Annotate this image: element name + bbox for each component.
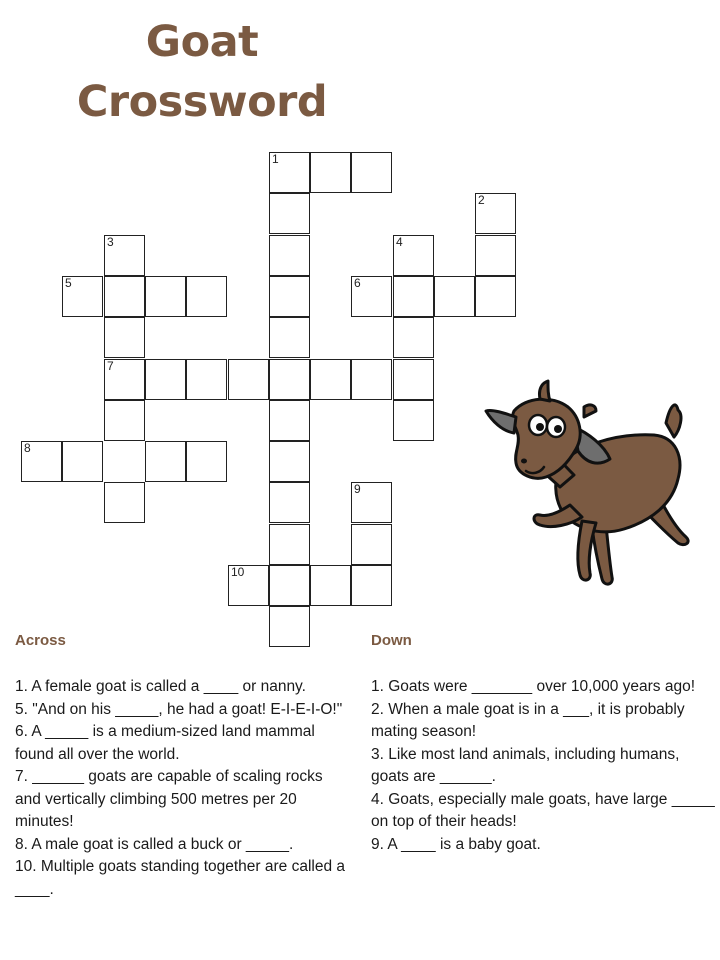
clue-number: 2 [478, 193, 485, 207]
clue-number: 3 [107, 235, 114, 249]
grid-cell[interactable] [393, 400, 434, 441]
grid-cell[interactable] [269, 606, 310, 647]
across-heading: Across [15, 632, 66, 649]
clue-down-3: 3. Like most land animals, including humans, goats are ______. [371, 745, 680, 785]
grid-cell[interactable] [269, 524, 310, 565]
grid-cell[interactable] [269, 235, 310, 276]
grid-cell[interactable] [310, 152, 351, 193]
grid-cell[interactable] [104, 235, 145, 276]
grid-cell[interactable] [269, 359, 310, 400]
grid-cell[interactable] [269, 400, 310, 441]
grid-cell[interactable] [62, 441, 103, 482]
grid-cell[interactable] [104, 400, 145, 441]
down-heading: Down [371, 632, 412, 649]
down-clues [371, 676, 716, 856]
clue-number: 5 [65, 276, 72, 290]
grid-cell[interactable] [269, 152, 310, 193]
clue-number: 7 [107, 359, 114, 373]
grid-cell[interactable] [62, 276, 103, 317]
grid-cell[interactable] [269, 565, 310, 606]
grid-cell[interactable] [104, 482, 145, 523]
across-clues [15, 676, 350, 901]
clue-down-4: 4. Goats, especially male goats, have large _____ on top of their heads! [371, 790, 715, 830]
clue-number: 1 [272, 152, 279, 166]
grid-cell[interactable] [145, 276, 186, 317]
clue-across-7: 7. ______ goats are capable of scaling rocks and vertically climbing 500 metres per 20 minutes! [15, 768, 323, 830]
grid-cell[interactable] [393, 359, 434, 400]
grid-cell[interactable] [351, 359, 392, 400]
grid-cell[interactable] [351, 565, 392, 606]
clue-number: 9 [354, 482, 361, 496]
grid-cell[interactable] [269, 441, 310, 482]
grid-cell[interactable] [310, 359, 351, 400]
clue-across-8: 8. A male goat is called a buck or _____. [15, 835, 294, 853]
title-line-2: Crossword [76, 77, 328, 127]
clue-down-1: 1. Goats were _______ over 10,000 years ago! [371, 678, 695, 695]
grid-cell[interactable] [475, 235, 516, 276]
clue-down-2: 2. When a male goat is in a ___, it is probably mating season! [371, 700, 685, 740]
clue-number: 6 [354, 276, 361, 290]
clue-across-10: 10. Multiple goats standing together are called a ____. [15, 858, 346, 898]
grid-cell[interactable] [351, 482, 392, 523]
grid-cell[interactable] [186, 441, 227, 482]
clue-across-1: 1. A female goat is called a ____ or nanny. [15, 678, 306, 695]
grid-cell[interactable] [269, 482, 310, 523]
grid-cell[interactable] [104, 276, 145, 317]
title-line-1: Goat [145, 17, 259, 67]
grid-cell[interactable] [104, 359, 145, 400]
grid-cell[interactable] [145, 359, 186, 400]
grid-cell[interactable] [228, 565, 269, 606]
grid-cell[interactable] [475, 193, 516, 234]
grid-cell[interactable] [475, 276, 516, 317]
grid-cell[interactable] [351, 524, 392, 565]
page-title [62, 12, 342, 132]
clue-number: 8 [24, 441, 31, 455]
grid-cell[interactable] [104, 317, 145, 358]
goat-illustration [478, 375, 708, 595]
grid-cell[interactable] [393, 235, 434, 276]
grid-cell[interactable] [393, 317, 434, 358]
clue-number: 4 [396, 235, 403, 249]
grid-cell[interactable] [351, 152, 392, 193]
grid-cell[interactable] [393, 276, 434, 317]
grid-cell[interactable] [269, 317, 310, 358]
clue-number: 10 [231, 565, 245, 579]
grid-cell[interactable] [228, 359, 269, 400]
grid-cell[interactable] [186, 276, 227, 317]
grid-cell[interactable] [351, 276, 392, 317]
grid-cell[interactable] [269, 276, 310, 317]
clue-down-9: 9. A ____ is a baby goat. [371, 835, 541, 853]
clue-across-6: 6. A _____ is a medium-sized land mammal found all over the world. [15, 723, 315, 763]
grid-cell[interactable] [310, 565, 351, 606]
grid-cell[interactable] [21, 441, 62, 482]
grid-cell[interactable] [145, 441, 186, 482]
clue-across-5: 5. "And on his _____, he had a goat! E-I-E-I-O!" [15, 700, 343, 718]
grid-cell[interactable] [269, 193, 310, 234]
grid-cell[interactable] [434, 276, 475, 317]
grid-cell[interactable] [186, 359, 227, 400]
